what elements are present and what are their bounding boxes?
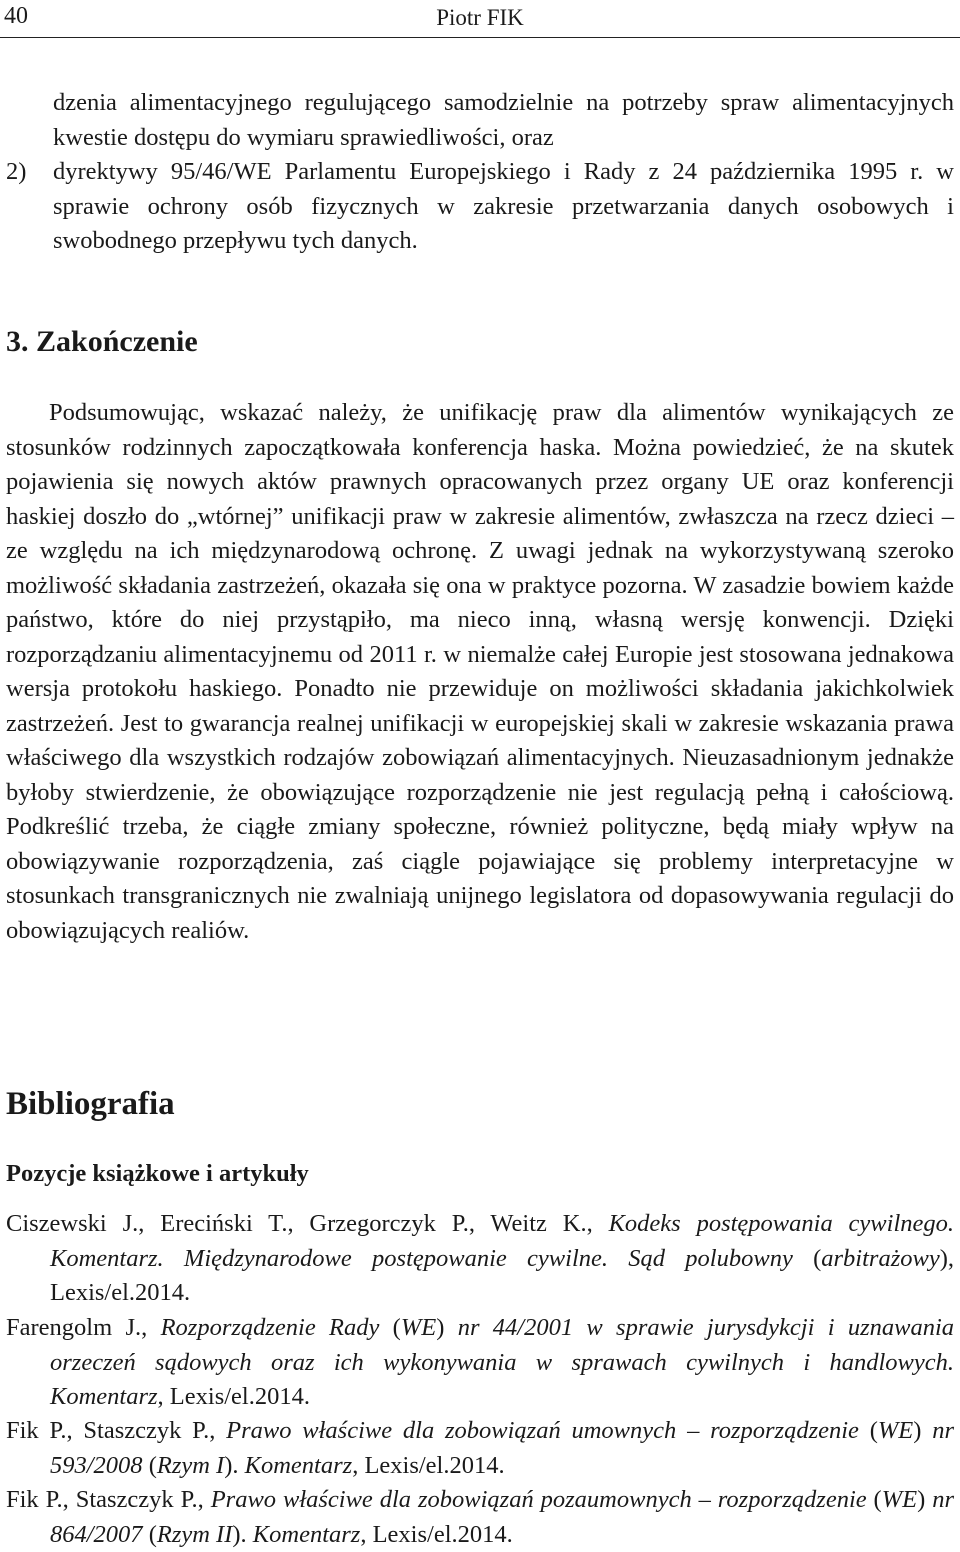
bib-publisher: , Lexis/el.2014. [352,1451,505,1479]
bib-title: Kodeks postępowania cywilnego. Komentarz. Międzynarodowe postępowanie cywilne. Sąd polubowny [50,1210,955,1272]
bib-publisher: , Lexis/el.2014. [360,1520,513,1548]
bibliography-title: Bibliografia [6,1086,175,1122]
bib-publisher: , Lexis/el.2014. [157,1383,310,1410]
bib-punct: ) [939,1244,948,1272]
bib-title: nr 44/2001 w sprawie jurysdykcji i uznawania orzeczeń sądowych oraz ich wykonywania w sprawach cywilnych i handlowych. Komentarz [50,1314,955,1410]
bib-title: Rozporządzenie Rady [160,1314,380,1341]
bib-authors: Ciszewski J., Ereciński T., Grzegorczyk P., Weitz K., [6,1210,593,1237]
bib-punct: ( [792,1244,822,1272]
list-item-2 [6,155,954,259]
bibliography-subtitle: Pozycje książkowe i artykuły [6,1160,309,1187]
list-item-1-continued [6,86,954,155]
bib-title: Komentarz [244,1451,353,1479]
list-item-text: dzenia alimentacyjnego regulującego samodzielnie na potrzeby spraw alimentacyjnych kwestie dostępu do wymiaru sprawiedliwości, oraz [53,89,954,151]
bib-title: WE [881,1486,918,1513]
bib-punct: ) [917,1486,933,1513]
bib-title: arbitrażowy [821,1244,940,1272]
header-rule [0,37,960,38]
bib-punct: ). [224,1451,245,1479]
bibliography-entry [6,1207,954,1311]
bib-punct: ( [142,1451,157,1479]
bib-authors: Fik P., Staszczyk P., [6,1417,216,1444]
bib-title: nr 864/2007 [50,1486,954,1548]
bib-title: WE [400,1314,437,1341]
bibliography-entry [6,1483,954,1552]
bib-publisher: , Lexis/el.2014. [50,1244,954,1306]
section-title: 3. Zakończenie [6,325,198,358]
bib-title: WE [877,1417,914,1444]
bib-title: Komentarz [252,1520,361,1548]
running-head: Piotr FIK [436,5,524,30]
bib-title: Rzym II [156,1520,233,1548]
bib-title: Rzym I [156,1451,225,1479]
bib-punct: ( [379,1314,401,1341]
bib-punct: ) [913,1417,933,1444]
page-number: 40 [4,3,28,29]
bib-punct: ( [142,1520,157,1548]
list-item-number: 2) [6,158,27,185]
page-header [0,0,960,38]
bib-punct: ( [866,1486,882,1513]
bibliography-entry [6,1414,954,1483]
bib-authors: Farengolm J., [6,1314,148,1341]
conclusion-paragraph: Podsumowując, wskazać należy, że unifikację praw dla alimentów wynikających ze stosunków rodzinnych zapoczątkowała konferencja haska. Można powiedzieć, że na skutek pojawienia się nowych aktów prawnych opracowanych przez organy UE oraz konferencji haskiej doszło do „wtórnej” unifikacji praw w zakresie alimentów, zwłaszcza na rzecz dzieci – ze względu na ich międzynarodową ochronę. Z uwagi jednak na wykorzystywaną szeroko możliwość składania zastrzeżeń, okazała się ona w praktyce pozorna. W zasadzie bowiem każde państwo, które do niej przystąpiło, ma nieco inną, własną wersję konwencji. Dzięki rozporządzaniu alimentacyjnemu od 2011 r. w niemalże całej Europie jest stosowana jednakowa wersja protokołu haskiego. Ponadto nie przewiduje on możliwości składania jakichkolwiek zastrzeżeń. Jest to gwarancja realnej unifikacji w europejskiej skali w zakresie wskazania prawa właściwego dla wszystkich rodzajów zobowiązań alimentacyjnych. Nieuzasadnionym jednakże byłoby stwierdzenie, że obowiązujące rozporządzenie nie jest regulacją pełną i całościową. Podkreślić trzeba, że ciągłe zmiany społeczne, również polityczne, będą miały wpływ na obowiązywanie rozporządzenia, zaś ciągle pojawiające się problemy interpretacyjne w stosunkach transgranicznych nie zwalniają unijnego legislatora od dopasowywania regulacji do obowiązujących realiów. [6,399,954,944]
bib-punct: ) [436,1314,458,1341]
bib-punct: ). [232,1520,253,1548]
bib-title: nr 593/2008 [50,1417,954,1479]
bib-punct: ( [858,1417,878,1444]
bibliography-entry [6,1311,954,1415]
bib-title: Prawo właściwe dla zobowiązań pozaumownych – rozporządzenie [210,1486,867,1513]
list-item-text: dyrektywy 95/46/WE Parlamentu Europejskiego i Rady z 24 października 1995 r. w sprawie ochrony osób fizycznych w zakresie przetwarzania danych osobowych i swobodnego przepływu tych danych. [53,158,954,254]
bib-authors: Fik P., Staszczyk P., [6,1486,204,1513]
bib-title: Prawo właściwe dla zobowiązań umownych – rozporządzenie [226,1417,859,1444]
